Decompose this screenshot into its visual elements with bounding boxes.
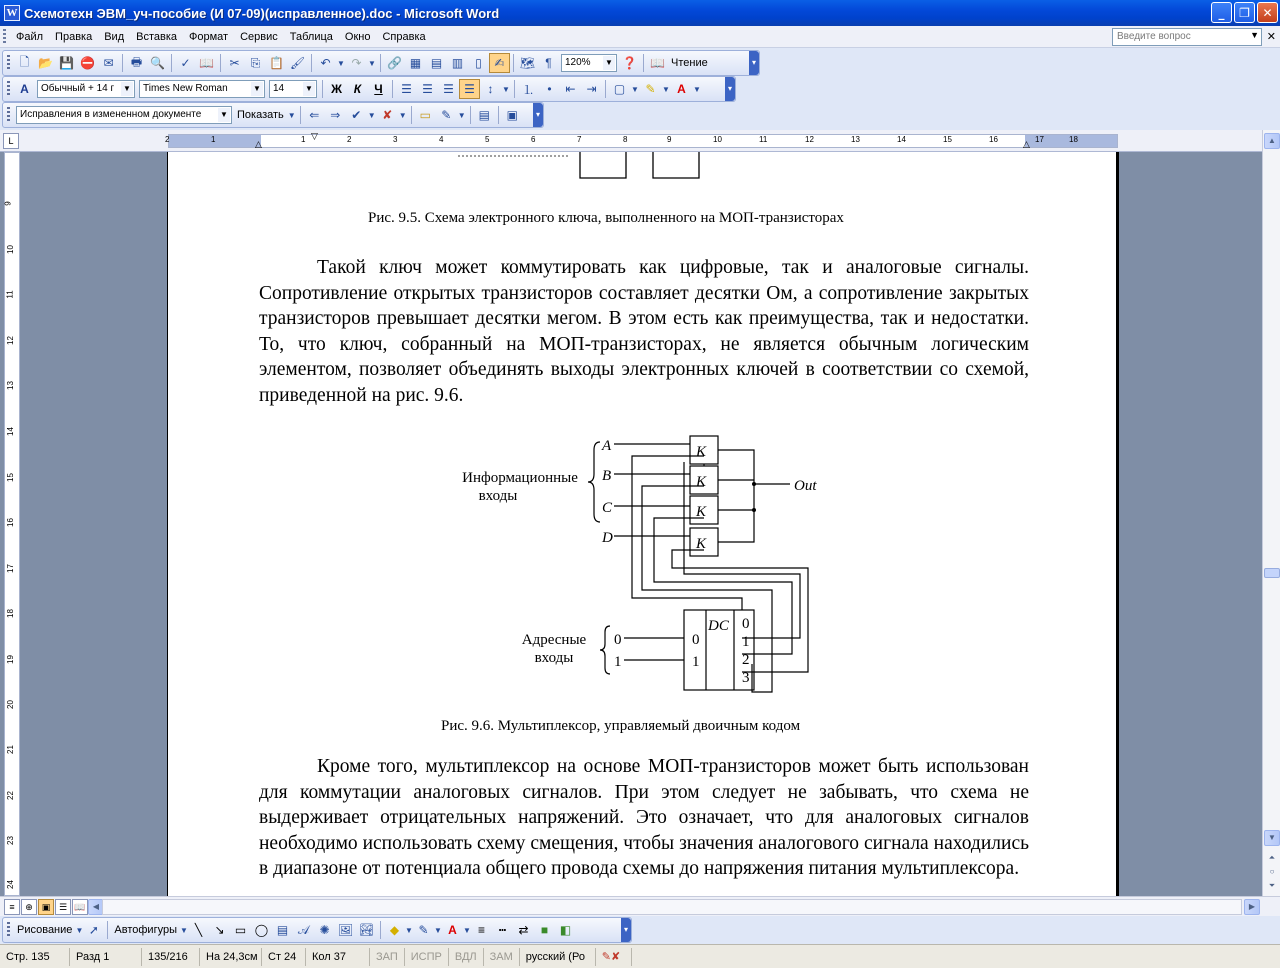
- key-1-label: K: [696, 444, 707, 460]
- dc-output-1: 1: [742, 634, 750, 650]
- shadow-style-icon[interactable]: ■: [540, 923, 549, 937]
- text-box-icon[interactable]: ▤: [276, 923, 289, 937]
- previous-change-icon[interactable]: ⇐: [309, 108, 320, 122]
- separator: [643, 54, 644, 72]
- chevron-down-icon[interactable]: ▼: [502, 84, 510, 94]
- picture-icon[interactable]: 🏞: [358, 923, 375, 937]
- menu-bar: [0, 26, 1280, 48]
- status-section: Разд 1: [70, 948, 142, 966]
- next-page-icon[interactable]: ⏷: [1264, 878, 1280, 894]
- accept-change-icon[interactable]: ✔: [351, 108, 362, 122]
- close-button[interactable]: ✕: [1257, 2, 1278, 23]
- next-change-icon[interactable]: ⇒: [330, 108, 341, 122]
- scroll-left-icon[interactable]: ◀: [88, 899, 104, 915]
- formatting-toolbar: [2, 76, 736, 102]
- ruler-number: 12: [5, 336, 15, 345]
- input-c-label: C: [602, 500, 613, 516]
- font-color-icon[interactable]: A: [677, 82, 686, 96]
- borders-icon[interactable]: ▢: [613, 82, 626, 96]
- display-for-review-select[interactable]: [16, 106, 232, 124]
- ask-question-placeholder: Введите вопрос: [1117, 31, 1191, 42]
- first-line-indent-marker[interactable]: ▽: [311, 131, 318, 141]
- ruler-number: 20: [5, 700, 15, 709]
- menu-window[interactable]: Окно: [344, 30, 371, 43]
- dash-style-icon[interactable]: ┅: [498, 923, 507, 937]
- ruler-number: 5: [485, 135, 490, 144]
- menu-edit[interactable]: Правка: [55, 30, 93, 43]
- toolbar-grip[interactable]: [7, 81, 10, 97]
- outline-view-icon[interactable]: ☰: [55, 899, 71, 915]
- ruler-number: 19: [5, 655, 15, 664]
- ruler-number: 23: [5, 836, 15, 845]
- status-page-count: 135/216: [142, 948, 200, 966]
- research-icon[interactable]: 📖: [199, 56, 214, 70]
- normal-view-icon[interactable]: ≡: [4, 899, 20, 915]
- drawing-icon[interactable]: ✍: [489, 53, 510, 73]
- ruler-number: 4: [439, 135, 444, 144]
- ruler-number: 6: [531, 135, 536, 144]
- key-3-label: K: [696, 504, 707, 520]
- ruler-number: 24: [5, 880, 15, 889]
- status-extend-selection[interactable]: ВДЛ: [449, 948, 484, 966]
- input-b-label: B: [602, 468, 612, 484]
- ruler-number: 15: [943, 135, 952, 144]
- ruler-number: 7: [577, 135, 582, 144]
- separator: [605, 80, 606, 98]
- ruler-number: 13: [5, 381, 15, 390]
- chevron-down-icon[interactable]: ▼: [398, 110, 407, 120]
- bold-button[interactable]: Ж: [331, 82, 342, 96]
- chevron-down-icon[interactable]: ▼: [368, 58, 376, 68]
- chevron-down-icon[interactable]: ▼: [367, 110, 376, 120]
- print-icon[interactable]: 🖶: [130, 54, 143, 69]
- chevron-down-icon[interactable]: ▼: [693, 84, 701, 94]
- insert-comment-icon[interactable]: ▭: [419, 108, 431, 122]
- select-objects-icon[interactable]: ➚: [88, 923, 99, 937]
- chevron-down-icon[interactable]: ▼: [218, 108, 230, 122]
- status-page[interactable]: Стр. 135: [0, 948, 70, 966]
- print-preview-icon[interactable]: 🔍: [150, 56, 165, 70]
- style-select[interactable]: [37, 80, 135, 98]
- line-style-icon[interactable]: ≡: [477, 923, 485, 937]
- toolbar-grip[interactable]: [7, 922, 10, 938]
- address-input-0: 0: [614, 632, 622, 648]
- info-inputs-label-2: входы: [478, 488, 518, 504]
- paragraph-1[interactable]: Такой ключ может коммутировать как цифровые, так и аналоговые сигналы. Сопротивление открытых транзисторов составляет десятки Ом, а сопротивление закрытых транзисторов превышает десятки мегом. В этом есть как преимущества, так и недостатки. То, что ключ, собранный на МОП-транзисторах, не является обычным логическим элементом, позволяет объединять выходы электронных ключей в соответствии со схемой, приведенной на рис. 9.6.: [259, 257, 1029, 406]
- vertical-scrollbar[interactable]: [1262, 130, 1280, 896]
- ruler-number: 16: [989, 135, 998, 144]
- ruler-number: 22: [5, 791, 15, 800]
- scroll-right-icon[interactable]: ▶: [1244, 899, 1260, 915]
- ruler-number: 11: [5, 290, 15, 299]
- paragraph-2[interactable]: Кроме того, мультиплексор на основе МОП-транзисторов может быть использован для коммутации аналоговых сигналов. При этом следует не забывать, что схема не выдерживает отрицательных напряжений. Это означает, что для аналоговых сигналов необходимо использовать схему смещения, чтобы значения аналогового сигнала находились в диапазоне от потенциала общего провода схемы до напряжения питания мультиплексора.: [259, 756, 1029, 880]
- ruler-number: 21: [5, 745, 15, 754]
- document-map-icon[interactable]: 🗺: [519, 56, 536, 70]
- line-spacing-icon[interactable]: ↕: [487, 82, 494, 96]
- dc-input-0: 0: [692, 632, 700, 648]
- ruler-number: 3: [393, 135, 398, 144]
- permission-icon[interactable]: ⛔: [80, 56, 95, 70]
- separator: [470, 106, 471, 124]
- status-record-macro[interactable]: ЗАП: [370, 948, 405, 966]
- decrease-indent-icon[interactable]: ⇤: [565, 82, 576, 96]
- autoshapes-menu-button[interactable]: Автофигуры: [114, 924, 177, 936]
- minimize-button[interactable]: _: [1211, 2, 1232, 23]
- word-app-icon[interactable]: W: [4, 5, 20, 21]
- horizontal-scrollbar[interactable]: [0, 896, 1280, 916]
- chevron-down-icon[interactable]: ▼: [631, 84, 639, 94]
- ruler-number: 2: [165, 135, 170, 144]
- key-2-label: K: [696, 474, 707, 490]
- address-input-1: 1: [614, 654, 622, 670]
- out-label: Out: [794, 478, 817, 494]
- reviewing-pane-toggle-icon[interactable]: ▣: [506, 108, 518, 122]
- vertical-ruler[interactable]: [4, 152, 20, 896]
- multiplexer-diagram: [428, 432, 848, 702]
- toolbar-options-icon[interactable]: ▾: [749, 51, 759, 75]
- chevron-down-icon[interactable]: ▼: [303, 82, 315, 96]
- ruler-number: 17: [1035, 135, 1044, 144]
- copy-icon[interactable]: ⎘: [250, 55, 261, 70]
- chevron-down-icon[interactable]: ▼: [251, 82, 263, 96]
- help-icon[interactable]: ❓: [622, 56, 637, 70]
- highlight-icon[interactable]: ✎: [645, 82, 656, 96]
- chevron-down-icon[interactable]: ▼: [75, 925, 84, 935]
- underline-button[interactable]: Ч: [374, 82, 383, 96]
- status-position: На 24,3см: [200, 948, 262, 966]
- figure-9-5-caption: Рис. 9.5. Схема электронного ключа, выполненного на МОП-транзисторах: [368, 210, 844, 226]
- separator: [498, 106, 499, 124]
- fill-color-icon[interactable]: ◆: [389, 923, 400, 937]
- separator: [411, 106, 412, 124]
- vertical-scroll-thumb[interactable]: [1264, 568, 1280, 578]
- menu-file[interactable]: Файл: [16, 30, 44, 43]
- separator: [380, 54, 381, 72]
- chevron-down-icon[interactable]: ▼: [287, 110, 296, 120]
- new-document-icon[interactable]: 🗋: [19, 54, 30, 69]
- status-track-changes[interactable]: ИСПР: [405, 948, 449, 966]
- toolbar-options-icon[interactable]: ▾: [621, 918, 631, 942]
- chevron-down-icon[interactable]: ▼: [121, 82, 133, 96]
- chevron-down-icon[interactable]: ▼: [603, 56, 615, 70]
- scroll-down-icon[interactable]: ▼: [1264, 830, 1280, 846]
- ruler-number: 13: [851, 135, 860, 144]
- separator: [392, 80, 393, 98]
- line-color-icon[interactable]: ✎: [418, 923, 429, 937]
- address-inputs-label-1: Адресные: [521, 632, 587, 648]
- line-icon[interactable]: ╲: [194, 923, 203, 937]
- reviewing-toolbar: [2, 102, 544, 128]
- style-value: Обычный + 14 г: [41, 83, 115, 94]
- ruler-number: 14: [897, 135, 906, 144]
- read-mode-icon[interactable]: 📖: [650, 56, 665, 70]
- ruler-number: 2: [347, 135, 352, 144]
- input-d-label: D: [602, 530, 613, 546]
- open-folder-icon[interactable]: 📂: [38, 56, 53, 70]
- align-left-icon[interactable]: ☰: [401, 82, 412, 96]
- align-center-icon[interactable]: ☰: [422, 82, 433, 96]
- chevron-down-icon[interactable]: ▼: [662, 84, 670, 94]
- track-changes-icon[interactable]: ✎: [441, 108, 452, 122]
- dc-label: DC: [708, 618, 729, 634]
- ruler-number: 15: [5, 473, 15, 482]
- ruler-number: 1: [301, 135, 306, 144]
- separator: [311, 54, 312, 72]
- reject-change-icon[interactable]: ✘: [382, 108, 393, 122]
- insert-excel-icon[interactable]: ▥: [451, 56, 464, 70]
- font-size-select[interactable]: [269, 80, 317, 98]
- separator: [122, 54, 123, 72]
- chevron-down-icon[interactable]: ▼: [337, 58, 345, 68]
- drawing-toolbar: [2, 917, 632, 943]
- ruler-number: 12: [805, 135, 814, 144]
- select-browse-object-icon[interactable]: ○: [1264, 864, 1280, 880]
- font-color-icon[interactable]: A: [448, 923, 457, 937]
- wordart-icon[interactable]: 𝒜: [297, 922, 310, 937]
- status-bar: [0, 944, 1280, 968]
- dc-output-0: 0: [742, 616, 750, 632]
- drawing-menu-button[interactable]: Рисование: [17, 924, 73, 936]
- ruler-number: 8: [623, 135, 628, 144]
- status-line: Ст 24: [262, 948, 306, 966]
- separator: [300, 106, 301, 124]
- ruler-number: 1: [211, 135, 216, 144]
- italic-button[interactable]: К: [353, 82, 362, 96]
- menu-view[interactable]: Вид: [104, 30, 125, 43]
- spelling-status-icon[interactable]: ✎✘: [596, 948, 632, 966]
- figure-9-6-caption: Рис. 9.6. Мультиплексор, управляемый двоичным кодом: [441, 718, 801, 734]
- bullets-icon[interactable]: •: [547, 82, 552, 96]
- ruler-number: 11: [759, 135, 768, 144]
- address-inputs-label-2: входы: [534, 650, 574, 666]
- tables-borders-icon[interactable]: ▦: [409, 56, 422, 70]
- justify-icon[interactable]: ☰: [459, 79, 480, 99]
- numbering-icon[interactable]: ⒈: [522, 82, 535, 97]
- font-select[interactable]: [139, 80, 265, 98]
- horizontal-ruler-row: [0, 130, 1280, 152]
- web-view-icon[interactable]: ⊕: [21, 899, 37, 915]
- paste-icon[interactable]: 📋: [269, 56, 284, 70]
- save-icon[interactable]: 💾: [59, 56, 74, 70]
- ruler-number: 14: [5, 427, 15, 436]
- title-bar: [0, 0, 1280, 26]
- status-overtype[interactable]: ЗАМ: [484, 948, 520, 966]
- menu-format[interactable]: Формат: [189, 30, 229, 43]
- ruler-number: 17: [5, 564, 15, 573]
- close-document-icon[interactable]: ✕: [1266, 31, 1276, 43]
- separator: [171, 54, 172, 72]
- spelling-icon[interactable]: ✓: [180, 56, 191, 70]
- document-page[interactable]: [167, 152, 1119, 896]
- separator: [514, 80, 515, 98]
- ask-question-input[interactable]: [1112, 28, 1262, 46]
- zoom-select[interactable]: [561, 54, 617, 72]
- maximize-button[interactable]: ❐: [1234, 2, 1255, 23]
- menu-grip[interactable]: [3, 29, 6, 45]
- ruler-number: 18: [1069, 135, 1078, 144]
- chevron-down-icon[interactable]: ▼: [1250, 30, 1259, 40]
- separator: [220, 54, 221, 72]
- undo-icon[interactable]: ↶: [320, 56, 331, 70]
- ruler-number: 18: [5, 609, 15, 618]
- review-mode-value: Исправления в измененном документе: [20, 109, 202, 120]
- dc-output-3: 3: [742, 670, 750, 686]
- dc-output-2: 2: [742, 652, 750, 668]
- insert-table-icon[interactable]: ▤: [430, 56, 443, 70]
- ruler-number: 10: [5, 245, 15, 254]
- increase-indent-icon[interactable]: ⇥: [586, 82, 597, 96]
- format-painter-icon[interactable]: 🖌: [289, 56, 306, 70]
- status-language[interactable]: русский (Ро: [520, 948, 596, 966]
- standard-toolbar: [2, 50, 760, 76]
- horizontal-scroll-thumb[interactable]: [102, 899, 1242, 915]
- font-size-value: 14: [273, 83, 285, 94]
- reviewing-pane-icon[interactable]: ▤: [478, 108, 490, 122]
- chevron-down-icon[interactable]: ▼: [434, 925, 442, 935]
- toolbar-options-icon[interactable]: ▾: [725, 77, 735, 101]
- chevron-down-icon[interactable]: ▼: [180, 925, 188, 935]
- separator: [107, 921, 108, 939]
- email-icon[interactable]: ✉: [103, 56, 114, 70]
- 3d-style-icon[interactable]: ◧: [559, 923, 572, 937]
- menu-table[interactable]: Таблица: [289, 30, 333, 43]
- cut-icon[interactable]: ✂: [229, 56, 240, 70]
- clip-art-icon[interactable]: 🖼: [337, 923, 354, 937]
- show-menu-button[interactable]: Показать: [237, 109, 284, 121]
- reading-view-icon[interactable]: 📖: [72, 899, 88, 915]
- right-indent-marker[interactable]: △: [1023, 139, 1030, 149]
- separator: [513, 54, 514, 72]
- separator: [380, 921, 381, 939]
- dc-input-1: 1: [692, 654, 700, 670]
- menu-insert[interactable]: Вставка: [136, 30, 178, 43]
- arrow-icon[interactable]: ↘: [214, 923, 225, 937]
- show-formatting-icon[interactable]: ¶: [545, 56, 552, 70]
- toolbar-grip[interactable]: [7, 55, 10, 71]
- menu-tools[interactable]: Сервис: [240, 30, 278, 43]
- info-inputs-label-1: Информационные: [462, 470, 578, 486]
- ruler-number: 9: [3, 201, 13, 206]
- chevron-down-icon[interactable]: ▼: [405, 925, 413, 935]
- arrow-style-icon[interactable]: ⇄: [518, 923, 529, 937]
- menu-help[interactable]: Справка: [382, 30, 426, 43]
- styles-formatting-icon[interactable]: A: [20, 82, 29, 96]
- input-a-label: A: [602, 438, 612, 454]
- previous-page-icon[interactable]: ⏶: [1264, 850, 1280, 866]
- horizontal-ruler[interactable]: [165, 131, 1118, 149]
- zoom-value: 120%: [565, 57, 591, 68]
- read-mode-button[interactable]: Чтение: [671, 57, 708, 69]
- figure-9-5-remnant: [448, 152, 728, 182]
- tab-selector-icon[interactable]: L: [3, 133, 19, 149]
- font-value: Times New Roman: [143, 83, 228, 94]
- document-area: [24, 152, 1262, 896]
- print-layout-icon[interactable]: ▣: [38, 899, 54, 915]
- redo-icon[interactable]: ↷: [351, 56, 362, 70]
- scroll-up-icon[interactable]: ▲: [1264, 133, 1280, 149]
- separator: [322, 80, 323, 98]
- diagram-icon[interactable]: ✺: [319, 923, 330, 937]
- ruler-number: 9: [667, 135, 672, 144]
- toolbar-options-icon[interactable]: ▾: [533, 103, 543, 127]
- chevron-down-icon[interactable]: ▼: [463, 925, 471, 935]
- ruler-number: 16: [5, 518, 15, 527]
- columns-icon[interactable]: ▯: [475, 56, 482, 70]
- rectangle-icon[interactable]: ▭: [234, 923, 247, 937]
- toolbar-grip[interactable]: [7, 107, 10, 123]
- ruler-number: 10: [713, 135, 722, 144]
- align-right-icon[interactable]: ☰: [443, 82, 454, 96]
- hanging-indent-marker[interactable]: △: [255, 139, 262, 149]
- window-title: Схемотехн ЭВМ_уч-пособие (И 07-09)(исправленное).doc - Microsoft Word: [24, 5, 500, 21]
- oval-icon[interactable]: ◯: [254, 923, 269, 937]
- chevron-down-icon[interactable]: ▼: [457, 110, 466, 120]
- status-column: Кол 37: [306, 948, 370, 966]
- hyperlink-icon[interactable]: 🔗: [387, 56, 402, 70]
- key-4-label: K: [696, 536, 707, 552]
